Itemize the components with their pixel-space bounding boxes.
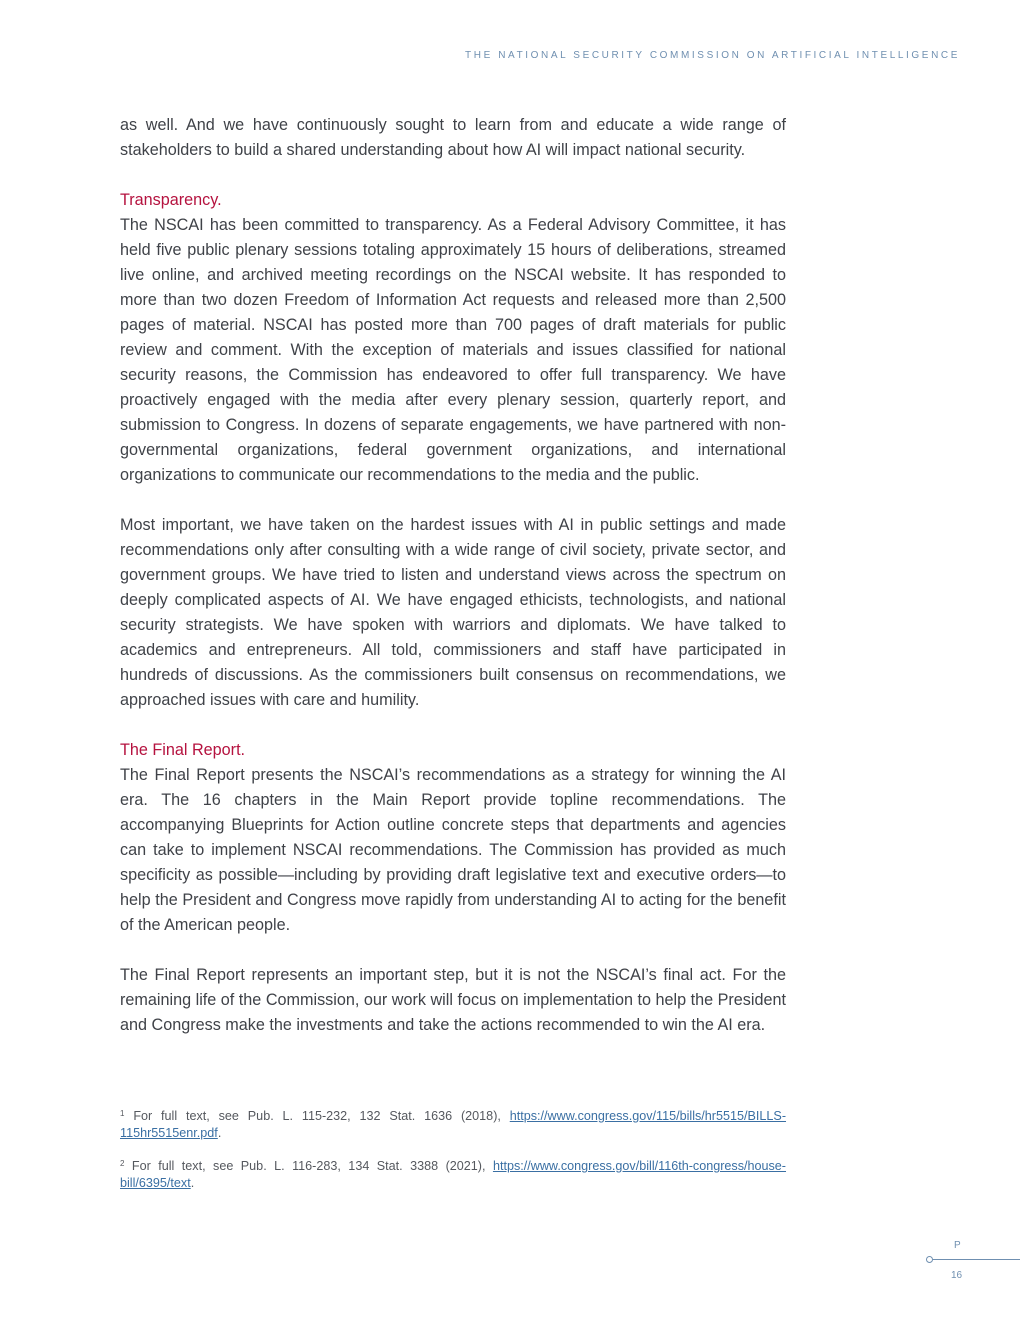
- paragraph-most-important: Most important, we have taken on the hardest issues with AI in public settings and made recommendations only after consulting with a wide range of civil society, private sector, and government groups. We have tried to listen and understand views across the spectrum on deeply complicated aspects of AI. We have engaged ethicists, technologists, and national security strategists. We have spoken with warriors and diplomats. We have talked to academics and entrepreneurs. All told, commissioners and staff have participated in hundreds of discussions. As the commissioners built consensus on recommendations, we approached issues with care and humility.: [120, 516, 786, 709]
- footnote-end: .: [190, 1176, 195, 1190]
- page-marker-line: [933, 1259, 1020, 1260]
- paragraph-final-report: The Final Report presents the NSCAI’s recommendations as a strategy for winning the AI era. The 16 chapters in the Main Report provide topline recommendations. The accompanying Blueprints for Action outline concrete steps that departments and agencies can take to implement NSCAI recommendations. The Commission has provided as much specificity as possible—including by providing draft legislative text and executive orders—to help the President and Congress move rapidly from understanding AI to acting for the benefit of the American people.: [120, 766, 786, 934]
- paragraph-intro: as well. And we have continuously sought to learn from and educate a wide range of stakeholders to build a shared understanding about how AI will impact national security.: [120, 116, 786, 159]
- footnote-1: [120, 1108, 786, 1142]
- footnote-marker: 1: [120, 1109, 125, 1118]
- main-content: [120, 113, 786, 1038]
- footnote-2: [120, 1158, 786, 1192]
- page-number: 16: [951, 1270, 963, 1281]
- footnote-link[interactable]: https://www.congress.gov/115/bills/hr5515/BILLS-115hr5515enr.pdf: [120, 1109, 787, 1140]
- footnotes: [120, 1108, 786, 1192]
- footnote-text: For full text, see Pub. L. 115-232, 132 Stat. 1636 (2018),: [133, 1109, 510, 1123]
- paragraph-transparency: The NSCAI has been committed to transparency. As a Federal Advisory Committee, it has held five public plenary sessions totaling approximately 15 hours of deliberations, streamed live online, and archived meeting recordings on the NSCAI website. It has responded to more than two dozen Freedom of Information Act requests and released more than 2,500 pages of material. NSCAI has posted more than 700 pages of draft materials for public review and comment. With the exception of materials and issues classified for national security reasons, the Commission has endeavored to offer full transparency. We have proactively engaged with the media after every plenary session, quarterly report, and submission to Congress. In dozens of separate engagements, we have partnered with non-governmental organizations, federal government organizations, and international organizations to communicate our recommendations to the media and the public.: [120, 216, 786, 484]
- section-heading-transparency: Transparency.: [120, 191, 222, 209]
- page-marker: [926, 1240, 1020, 1290]
- footnote-link[interactable]: https://www.congress.gov/bill/116th-congress/house-bill/6395/text: [120, 1159, 787, 1190]
- paragraph-important-step: The Final Report represents an important step, but it is not the NSCAI’s final act. For the remaining life of the Commission, our work will focus on implementation to help the President and Congress make the investments and take the actions recommended to win the AI era.: [120, 966, 786, 1034]
- page-marker-circle-icon: [926, 1256, 933, 1263]
- footnote-marker: 2: [120, 1159, 125, 1168]
- footnote-text: For full text, see Pub. L. 116-283, 134 Stat. 3388 (2021),: [131, 1159, 493, 1173]
- page-label: P: [954, 1240, 961, 1251]
- section-heading-final-report: The Final Report.: [120, 741, 246, 759]
- running-header: THE NATIONAL SECURITY COMMISSION ON ARTIFICIAL INTELLIGENCE: [465, 50, 960, 61]
- footnote-end: .: [217, 1126, 222, 1140]
